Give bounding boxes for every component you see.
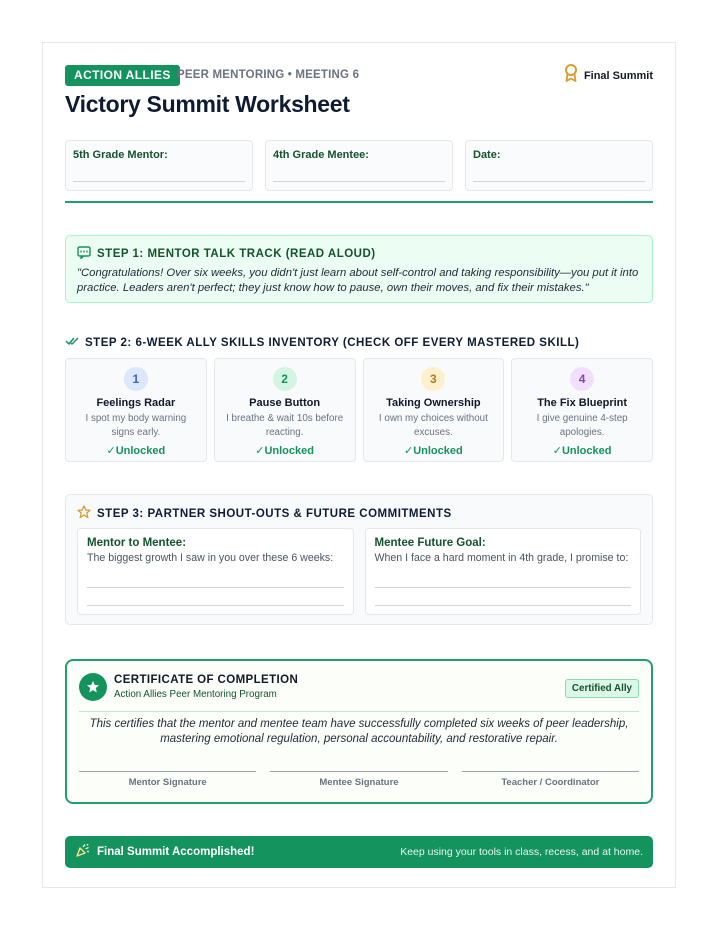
- step3-shout-outs: [65, 494, 653, 625]
- skill-description: I own my choices without excuses.: [378, 413, 488, 439]
- step3-heading: STEP 3: PARTNER SHOUT-OUTS & FUTURE COMMITMENTS: [97, 507, 452, 520]
- mentee-future-goal-title: Mentee Future Goal:: [374, 537, 486, 549]
- skill-number: 3: [421, 367, 445, 391]
- skills-inventory: [65, 358, 653, 462]
- signature-lines: [79, 771, 639, 788]
- mentor-to-mentee-title: Mentor to Mentee:: [87, 537, 187, 549]
- mentor-field-label: 5th Grade Mentor:: [73, 149, 168, 161]
- footer-message: Final Summit Accomplished!: [97, 846, 255, 858]
- skill-card-feelings-radar[interactable]: [65, 358, 207, 462]
- worksheet-page: [42, 42, 676, 888]
- footer-banner: [65, 836, 653, 868]
- shout-out-columns: [77, 528, 641, 615]
- skill-card-taking-ownership[interactable]: [363, 358, 505, 462]
- skill-status: ✓Unlocked: [404, 445, 463, 457]
- certificate-text: This certifies that the mentor and mentee team have successfully completed six weeks of peer leadership, mastering emotional regulation, personal accountability, and restorative repair.: [89, 718, 629, 745]
- award-ribbon-icon: [564, 64, 578, 87]
- write-line: [375, 605, 632, 606]
- step2-heading-row: [65, 336, 579, 349]
- skill-description: I breathe & wait 10s before reacting.: [226, 413, 344, 439]
- skill-name: Feelings Radar: [96, 397, 176, 409]
- skill-name: Pause Button: [249, 397, 321, 409]
- step3-heading-row: [77, 505, 641, 522]
- skill-name: Taking Ownership: [386, 397, 481, 409]
- date-field-label: Date:: [473, 149, 501, 161]
- speech-bubble-icon: [77, 246, 91, 262]
- write-line: [273, 181, 445, 182]
- certificate-of-completion: [65, 659, 653, 804]
- name-fields: [65, 140, 653, 191]
- skill-status: ✓Unlocked: [106, 445, 166, 457]
- series-label: PEER MENTORING • MEETING 6: [177, 69, 360, 81]
- step2-heading: STEP 2: 6-WEEK ALLY SKILLS INVENTORY (CHECK OFF EVERY MASTERED SKILL): [85, 336, 580, 349]
- write-line: [87, 605, 344, 606]
- double-check-icon: [65, 336, 79, 349]
- footer-left: [75, 843, 254, 861]
- mentee-future-goal-prompt: When I face a hard moment in 4th grade, I promise to:: [374, 552, 629, 564]
- star-outline-icon: [77, 505, 91, 522]
- skill-status: ✓Unlocked: [552, 445, 612, 457]
- skill-description: I give genuine 4-step apologies.: [536, 413, 628, 439]
- summit-tag-label: Final Summit: [583, 69, 653, 82]
- write-line: [87, 587, 344, 588]
- skill-number: 1: [124, 367, 148, 391]
- skill-number: 2: [273, 367, 297, 391]
- teacher-signature-line[interactable]: Teacher / Coordinator: [462, 771, 639, 788]
- talk-track-quote: "Congratulations! Over six weeks, you didn't just learn about self-control and taking responsibility—you put it into practice. Leaders aren't perfect; they just know how to pause, own their moves, and fix their mistakes.": [77, 267, 639, 294]
- header-divider: [65, 201, 653, 203]
- mentor-to-mentee-box[interactable]: [77, 528, 354, 615]
- party-popper-icon: [75, 843, 90, 861]
- certificate-subtitle: Action Allies Peer Mentoring Program: [114, 689, 277, 700]
- write-line: [375, 587, 632, 588]
- skill-description: I spot my body warning signs early.: [85, 413, 187, 439]
- skill-status: ✓Unlocked: [255, 445, 314, 457]
- skill-card-fix-blueprint[interactable]: [511, 358, 653, 462]
- mentee-name-field[interactable]: [265, 140, 453, 191]
- star-seal-icon: [79, 673, 107, 701]
- write-line: [473, 181, 645, 182]
- mentor-name-field[interactable]: [65, 140, 253, 191]
- mentee-future-goal-box[interactable]: [365, 528, 642, 615]
- write-line: [73, 181, 245, 182]
- skill-number: 4: [570, 367, 594, 391]
- certificate-title: CERTIFICATE OF COMPLETION: [114, 674, 299, 686]
- mentee-signature-line[interactable]: Mentee Signature: [270, 771, 447, 788]
- step1-talk-track: [65, 235, 653, 303]
- mentor-to-mentee-prompt: The biggest growth I saw in you over these 6 weeks:: [87, 552, 334, 564]
- step1-heading-row: [77, 246, 641, 262]
- mentee-field-label: 4th Grade Mentee:: [273, 149, 369, 161]
- footer-reminder: Keep using your tools in class, recess, and at home.: [400, 846, 643, 858]
- step1-heading: STEP 1: MENTOR TALK TRACK (READ ALOUD): [97, 248, 376, 260]
- certified-ally-badge: Certified Ally: [565, 679, 639, 698]
- mentor-signature-line[interactable]: Mentor Signature: [79, 771, 256, 788]
- skill-card-pause-button[interactable]: [214, 358, 356, 462]
- skill-name: The Fix Blueprint: [537, 397, 628, 409]
- brand-badge: ACTION ALLIES: [65, 65, 180, 86]
- certificate-divider: [79, 711, 639, 712]
- summit-tag: [564, 65, 653, 86]
- date-field[interactable]: [465, 140, 653, 191]
- page-title: Victory Summit Worksheet: [65, 91, 350, 117]
